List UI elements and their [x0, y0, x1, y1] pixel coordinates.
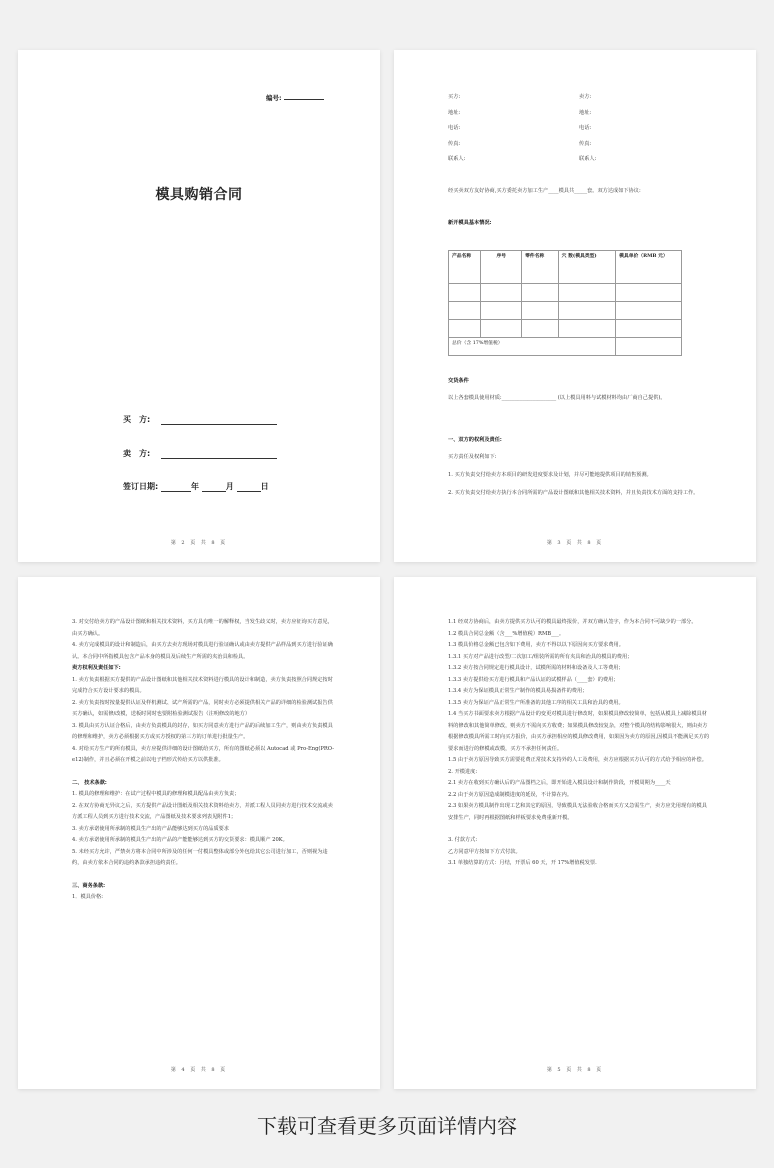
page-footer: 第 3 页 共 8 页	[546, 540, 604, 546]
paragraph: 1.5 由于卖方原因导致买方需要花费正常技术支持外的人工及费用，卖方应根据买方认可的方式给予相应的补偿。	[448, 757, 707, 763]
paragraph: 4. 对给买方生产的所有模具，卖方应提供详细的设计图纸给买方，所有的图纸必须以 Autocad 或 Pro-Eng(PRO-e12)制作，并且必须在开模之前以电子档形式传给买方以供批准。	[72, 745, 335, 763]
paragraph: 2. 卖方负责按时按量提供认证及样机测试、试产所需的产品，同时卖方必须提供相关产品的详细的检验测试报告供买方确认，如需修/改模，送板时同时也要附检验测试报告（注明修改的地方）	[72, 699, 333, 717]
paragraph: 2.3 如果卖方模具制作出现工艺和其它的原因，导致模具无法验收合格而买方又急需生产，卖方应先用现有的模具安排生产，同时再根据图纸和样板要求免费重新开模。	[448, 803, 707, 821]
seller-signature-line	[123, 448, 277, 459]
table-header-cell: 穴 数(模具类型)	[558, 251, 615, 284]
day-label: 日	[260, 482, 269, 491]
contract-cover-page	[18, 50, 380, 562]
paragraph: 1.1 经双方协商后，由卖方提供买方认可的模具最终报价，并双方确认签字，作为本合同不可缺少的一部分。	[448, 619, 697, 625]
paragraph: 1.3.5 卖方为保证产品正常生产所准备的其他工序的相关工具和治具的费用。	[448, 699, 624, 706]
contract-number-blank	[284, 99, 324, 100]
page-title: 模具购销合同	[155, 187, 243, 203]
paragraph: 卖方权利及责任如下:	[72, 665, 121, 671]
paragraph: 4. 卖方完成模具的设计和制造后，由买方去卖方现场对模具进行验证确认或由卖方提供产品样品到买方进行验证确认。本合同中所指模具包含产品本身的模具及后续生产所需的夹治具和检具。	[72, 642, 333, 660]
paragraph: 4. 卖方承诺使用所承制的模具生产出的产品的产能能够达到买方的交货要求：模具顺产 20K。	[72, 837, 288, 843]
contract-page-terms	[18, 577, 380, 1089]
party-field-left: 地址:	[448, 109, 461, 116]
party-field-right: 联系人:	[579, 156, 597, 162]
table-total-label: 总价（含 17%增值税）	[449, 338, 616, 356]
month-label: 月	[225, 482, 234, 491]
page-footer: 第 5 页 共 8 页	[546, 1067, 604, 1073]
paragraph: 2. 开模进度:	[448, 768, 478, 775]
party-field-left: 传真:	[448, 140, 461, 147]
seller-blank	[161, 458, 277, 459]
signing-date-line	[123, 481, 269, 492]
terms-text	[72, 617, 334, 904]
paragraph: 2.1 卖方在收到买方确认后的产品图档之后，即开始进入模具设计和制作阶段，开模周期为____天	[448, 780, 671, 786]
paragraph: 3. 对交付给卖方的产品设计图纸和相关技术资料，买方具有唯一的解释权，当发生歧义时，卖方应征询买方意见，由买方确认。	[72, 619, 333, 637]
contract-number-label: 编号:	[266, 94, 282, 102]
page-footer: 第 2 页 共 8 页	[170, 540, 228, 546]
paragraph: 1.3.2 卖方按合同规定进行模具设计，试模所需的材料和设备及人工等费用；	[448, 665, 624, 671]
paragraph: 3. 模具由买方认证合格后，由卖方负责模具的封存，如买方同意卖方进行产品的后续加工生产，则由卖方负责模具的修理和维护，卖方必须根据买方或买方授权的第三方的订单进行批量生产。	[72, 722, 333, 740]
page-footer: 第 4 页 共 8 页	[170, 1067, 228, 1073]
paragraph: 2. 在双方协商无异议之后，买方提供产品设计图纸及相关技术资料给卖方，并派工程人员同卖方进行技术交流或卖方派工程人员到买方进行技术交流，产品图纸及技术要求列表见附件1；	[72, 802, 333, 820]
seller-label: 卖 方:	[123, 449, 151, 458]
paragraph: 3. 付款方式:	[448, 837, 478, 843]
contract-number	[266, 93, 324, 102]
party-field-right: 地址:	[579, 109, 592, 116]
paragraph: 1.3 模具价格总金额已包含如下费用，卖方不得以以下原因向买方要求费用。	[448, 642, 624, 648]
paragraph: 1.4 当买方书面要求卖方根据产品设计的变更对模具进行修改时，如果模具修改较简单，包括从模具上减除模具材料的修改和其他简单修改，则卖方不需向买方收费；如果模具修改较复杂，对整个模具的结构影响很大，则由卖方根据修改模具所需工时向买方报价，由买方承担相应的模具修改费用，如果因为卖方的原因,因模具不能满足买方的要求而进行的修模或改模，买方不承担任何责任。	[448, 711, 710, 752]
rights-item-2: 2. 买方负责交付给卖方执行本合同所需的产品设计图纸和其他相关技术资料，并且负责技术方面的支持工作。	[448, 490, 699, 496]
table-row	[449, 302, 682, 320]
paragraph	[72, 767, 334, 778]
year-label: 年	[191, 482, 199, 491]
commercial-text	[448, 617, 710, 870]
table-total-row	[449, 338, 682, 356]
mold-table	[448, 250, 682, 356]
party-field-right: 电话:	[579, 125, 592, 131]
paragraph: 5. 未经买方允许，严禁卖方将本合同中所涉及的任何一付模具整体或部分外包给其它公司进行加工，否则视为违约，由卖方依本合同的违约条款承担违约责任。	[72, 848, 328, 866]
paragraph: 1.3.3 卖方提供给买方进行模具和产品认证的试模样品（____套）的费用；	[448, 676, 619, 683]
table-header-row	[449, 251, 682, 284]
table-row	[449, 284, 682, 302]
table-row	[449, 320, 682, 338]
table-header-cell: 序号	[481, 251, 522, 284]
rights-title: 一、双方的权利及责任:	[448, 437, 502, 443]
party-field-left: 联系人:	[448, 156, 466, 162]
paragraph: 1. 模具的修理和维护：在试产过程中模具的修理和模具配品由卖方负责；	[72, 791, 240, 797]
download-caption[interactable]: 下载可查看更多页面详情内容	[257, 1114, 517, 1138]
table-header-cell: 产品名称	[449, 251, 481, 284]
buyer-signature-line	[123, 414, 277, 425]
paragraph: 三、商务条款:	[72, 882, 106, 889]
party-field-left: 买方:	[448, 94, 461, 100]
rights-sub: 买方责任及权利如下:	[448, 454, 497, 460]
paragraph: 2.2 由于卖方原因造成制模进度的延误，不计算在内。	[448, 791, 573, 798]
year-blank	[161, 491, 191, 492]
rights-item-1: 1. 买方负责交付给卖方本项目的研发进度要求及计划，并尽可能地提供项目的销售预测。	[448, 472, 652, 478]
table-header-cell: 零件名称	[522, 251, 559, 284]
contract-page-commercial	[394, 577, 756, 1089]
paragraph: 1.2 模具合同总金额（含___%增值税）RMB___。	[448, 630, 565, 637]
paragraph	[448, 824, 710, 835]
paragraph: 1.3.4 卖方为保证模具正常生产制作的模具易损备件的费用；	[448, 688, 588, 694]
intro-text: 经买卖双方友好协商,买方委托卖方加工生产____模具共_____套。双方达成如下协议:	[448, 188, 641, 194]
delivery-title: 交货条件	[448, 378, 469, 384]
paragraph: 1. 卖方负责根据买方提供的产品设计图纸和其他相关技术资料进行模具的设计和制造，卖方负责按照合同规定按时完成符合买方设计要求的模具。	[72, 676, 333, 694]
contract-page-parties	[394, 50, 756, 562]
buyer-blank	[161, 424, 277, 425]
party-field-left: 电话:	[448, 125, 461, 131]
table-header-cell: 模具单价（RMB 元）	[616, 251, 682, 284]
paragraph: 3. 卖方承诺使用所承制的模具生产出的产品能够达到买方的品质要求	[72, 825, 230, 832]
paragraph	[72, 870, 334, 881]
day-blank	[237, 491, 261, 492]
buyer-label: 买 方:	[123, 415, 151, 424]
paragraph: 乙方同意甲方按如下方式付款。	[448, 848, 521, 855]
date-label: 签订日期:	[123, 482, 159, 491]
paragraph: 1.3.1 买方对产品进行改型/二次加工/组装所需的所有夹具和治具的模具的费用；	[448, 653, 633, 660]
paragraph: 3.1 单独结算的方式：月结，开票后 60 天，开 17%增值税发票.	[448, 860, 597, 866]
delivery-text: 以上各套模具使用材质:_____________________ (以上模具用料与试模材料均由厂商自己提供)。	[448, 395, 666, 401]
month-blank	[202, 491, 226, 492]
party-field-right: 卖方:	[579, 94, 592, 100]
section-title: 新开模具基本情况:	[448, 220, 492, 226]
party-field-right: 传真:	[579, 140, 592, 147]
paragraph: 1．模具价格:	[72, 894, 103, 900]
paragraph: 二、 技术条款:	[72, 779, 107, 786]
